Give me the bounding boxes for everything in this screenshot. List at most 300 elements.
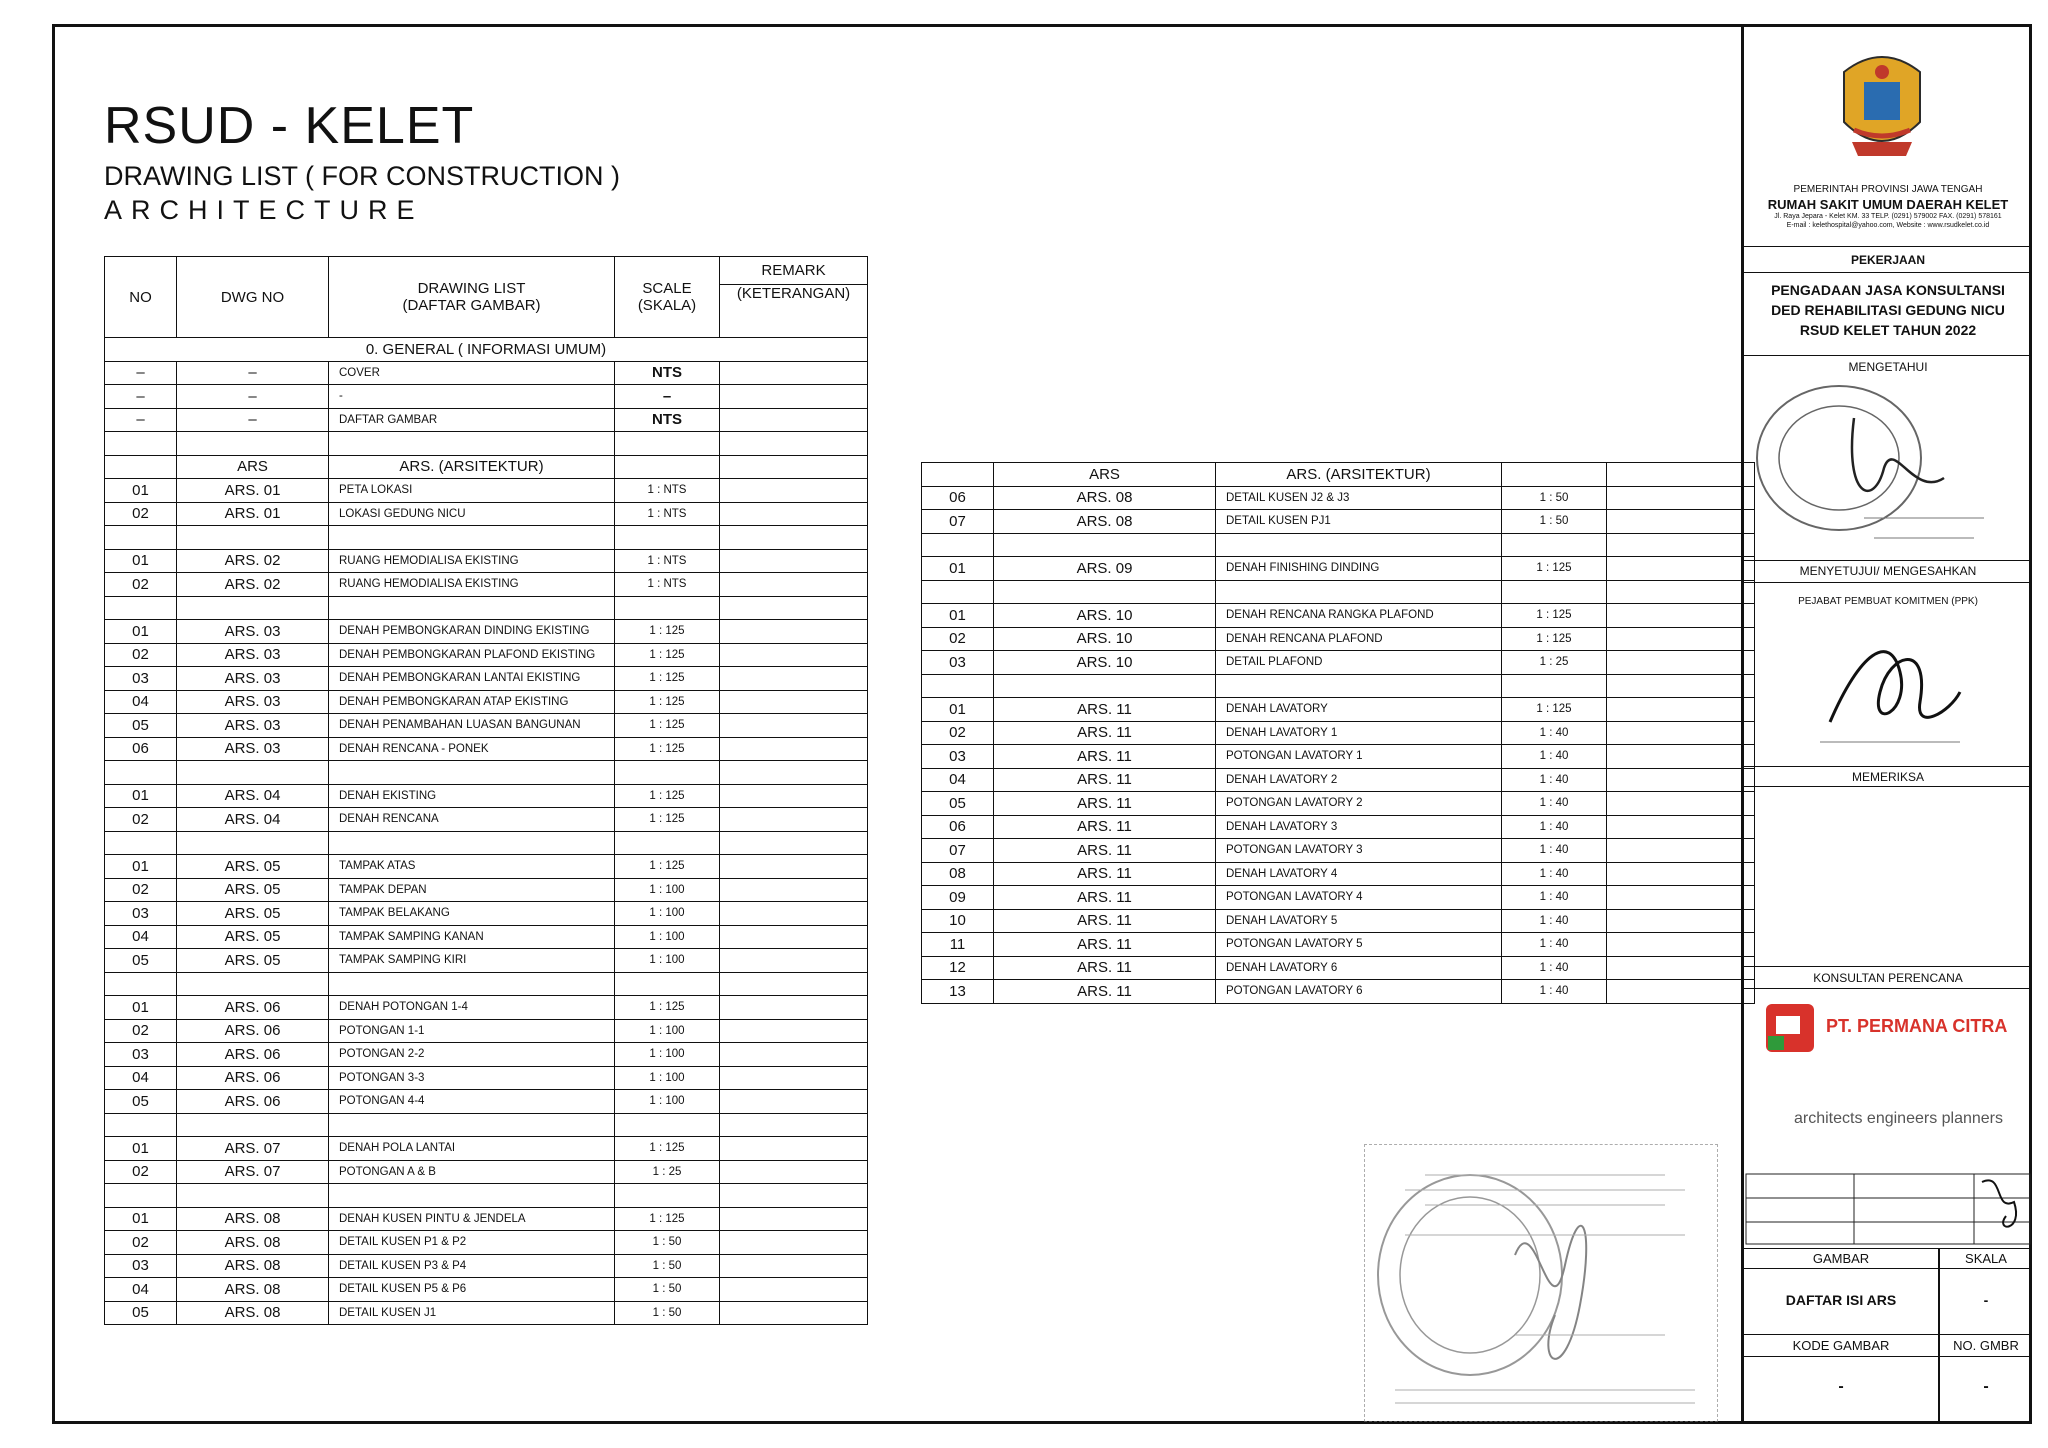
cell-no: 05: [105, 1301, 177, 1325]
table-row: [922, 768, 1755, 792]
empty-cell: [720, 831, 868, 855]
cell-drawing-name: TAMPAK SAMPING KIRI: [329, 949, 615, 973]
cell-no: 02: [922, 627, 994, 651]
table-row: [922, 557, 1755, 581]
cell-scale: 1 : 125: [615, 1207, 720, 1231]
empty-cell: [329, 831, 615, 855]
cell-no: 06: [922, 486, 994, 510]
blank-row: [922, 580, 1755, 604]
cell-dwg-no: ARS: [994, 463, 1216, 487]
drawing-list-subtitle: DRAWING LIST ( FOR CONSTRUCTION ): [104, 161, 620, 191]
empty-cell: [329, 1113, 615, 1137]
cell-no: 03: [922, 745, 994, 769]
blank-row: [105, 1113, 868, 1137]
cell-drawing-name: DETAIL PLAFOND: [1216, 651, 1502, 675]
cell-dwg-no: ARS. 11: [994, 886, 1216, 910]
table-row: [922, 745, 1755, 769]
empty-cell: [1216, 533, 1502, 557]
discipline-header-row: [922, 463, 1755, 487]
cell-remark: [720, 479, 868, 503]
cell-no: 03: [105, 667, 177, 691]
cell-no: 01: [105, 784, 177, 808]
table-row: [922, 627, 1755, 651]
divider: [1744, 1356, 2032, 1357]
cell-dwg-no: –: [177, 385, 329, 409]
cell-dwg-no: –: [177, 361, 329, 385]
cell-scale: 1 : 125: [615, 996, 720, 1020]
empty-cell: [177, 596, 329, 620]
empty-cell: [1216, 674, 1502, 698]
table-row: [105, 784, 868, 808]
cell-scale: 1 : 125: [1502, 698, 1607, 722]
cell-dwg-no: ARS. 06: [177, 1043, 329, 1067]
cell-scale: 1 : 125: [615, 620, 720, 644]
gambar-label: GAMBAR: [1812, 1251, 1870, 1266]
cell-dwg-no: ARS. 08: [177, 1278, 329, 1302]
empty-cell: [105, 1113, 177, 1137]
pejabat-label: PEJABAT PEMBUAT KOMITMEN (PPK): [1798, 596, 1978, 607]
cell-drawing-name: DETAIL KUSEN PJ1: [1216, 510, 1502, 534]
table-row: [105, 1043, 868, 1067]
project-line-2: DED REHABILITASI GEDUNG NICU: [1771, 302, 2005, 318]
cell-scale: 1 : 100: [615, 902, 720, 926]
cell-scale: 1 : 125: [615, 1137, 720, 1161]
empty-cell: [720, 761, 868, 785]
table-row: [922, 510, 1755, 534]
cell-no: 02: [105, 1231, 177, 1255]
cell-drawing-name: POTONGAN LAVATORY 5: [1216, 933, 1502, 957]
cell-no: 01: [922, 698, 994, 722]
empty-cell: [177, 432, 329, 456]
table-row: [105, 1019, 868, 1043]
cell-remark: [1607, 745, 1755, 769]
table-row: [105, 855, 868, 879]
cell-remark: [720, 1137, 868, 1161]
cell-dwg-no: ARS. 08: [994, 486, 1216, 510]
empty-cell: [105, 1184, 177, 1208]
drawing-list-table-right: [921, 462, 1755, 1004]
cell-scale: 1 : 50: [615, 1254, 720, 1278]
cell-dwg-no: ARS. 03: [177, 667, 329, 691]
table-row: [922, 933, 1755, 957]
cell-scale: 1 : 125: [615, 737, 720, 761]
cell-drawing-name: DENAH PENAMBAHAN LUASAN BANGUNAN: [329, 714, 615, 738]
cell-no: 02: [105, 1019, 177, 1043]
cell-drawing-name: POTONGAN LAVATORY 4: [1216, 886, 1502, 910]
empty-cell: [105, 831, 177, 855]
empty-cell: [720, 526, 868, 550]
project-line-1: PENGADAAN JASA KONSULTANSI: [1771, 282, 2005, 298]
section-title: 0. GENERAL ( INFORMASI UMUM): [105, 338, 868, 362]
cell-remark: [1607, 604, 1755, 628]
cell-dwg-no: ARS. 11: [994, 792, 1216, 816]
cell-remark: [1607, 510, 1755, 534]
divider: [1744, 988, 2032, 989]
cell-dwg-no: ARS. 03: [177, 643, 329, 667]
empty-cell: [177, 831, 329, 855]
cell-drawing-name: DENAH LAVATORY 5: [1216, 909, 1502, 933]
mengetahui-signature-stamp: [1744, 378, 2032, 558]
cell-dwg-no: ARS. 11: [994, 909, 1216, 933]
skala-label: SKALA: [1965, 1251, 2007, 1266]
empty-cell: [1502, 580, 1607, 604]
header-drawing-list: DRAWING LIST (DAFTAR GAMBAR): [329, 257, 615, 338]
table-row: [922, 721, 1755, 745]
cell-drawing-name: DENAH RENCANA RANGKA PLAFOND: [1216, 604, 1502, 628]
table-row: [922, 815, 1755, 839]
cell-dwg-no: ARS. 06: [177, 996, 329, 1020]
cell-scale: 1 : NTS: [615, 549, 720, 573]
kode-gambar-label: KODE GAMBAR: [1792, 1338, 1890, 1353]
drawing-title: DAFTAR ISI ARS: [1785, 1292, 1897, 1308]
cell-no: 02: [105, 1160, 177, 1184]
vertical-divider: [1938, 1248, 1940, 1424]
table-row: [105, 949, 868, 973]
divider: [1744, 766, 2032, 767]
cell-remark: [1607, 933, 1755, 957]
table-row: [105, 479, 868, 503]
cell-no: 03: [922, 651, 994, 675]
cell-no: 02: [105, 808, 177, 832]
cell-no: 05: [105, 714, 177, 738]
cell-no: [105, 455, 177, 479]
empty-cell: [1216, 580, 1502, 604]
no-gmbr-label: NO. GMBR: [1953, 1338, 2019, 1353]
cell-dwg-no: ARS. 06: [177, 1066, 329, 1090]
cell-dwg-no: ARS. 08: [177, 1207, 329, 1231]
cell-dwg-no: ARS. 05: [177, 855, 329, 879]
empty-cell: [177, 761, 329, 785]
cell-drawing-name: DENAH PEMBONGKARAN DINDING EKISTING: [329, 620, 615, 644]
table-header-row: [105, 257, 868, 338]
cell-no: 05: [105, 1090, 177, 1114]
cell-remark: [720, 1278, 868, 1302]
cell-no: 01: [105, 549, 177, 573]
cell-remark: [720, 1207, 868, 1231]
cell-dwg-no: ARS. 11: [994, 745, 1216, 769]
cell-remark: [720, 1043, 868, 1067]
cell-remark: [720, 949, 868, 973]
header-dwg-no: DWG NO: [177, 257, 329, 338]
cell-no: 01: [922, 604, 994, 628]
empty-cell: [177, 526, 329, 550]
cell-dwg-no: ARS. 02: [177, 573, 329, 597]
cell-remark: [720, 808, 868, 832]
consultant-logo: [1762, 1000, 1818, 1056]
empty-cell: [329, 526, 615, 550]
cell-drawing-name: DETAIL KUSEN P1 & P2: [329, 1231, 615, 1255]
cell-dwg-no: ARS. 11: [994, 721, 1216, 745]
cell-no: 01: [105, 620, 177, 644]
cell-drawing-name: DENAH EKISTING: [329, 784, 615, 808]
table-row: [105, 361, 868, 385]
cell-drawing-name: TAMPAK BELAKANG: [329, 902, 615, 926]
cell-drawing-name: DENAH FINISHING DINDING: [1216, 557, 1502, 581]
cell-dwg-no: ARS. 11: [994, 698, 1216, 722]
cell-remark: [720, 855, 868, 879]
cell-no: 01: [105, 855, 177, 879]
cell-scale: 1 : 100: [615, 1066, 720, 1090]
divider: [1744, 272, 2032, 273]
table-row: [105, 1278, 868, 1302]
cell-dwg-no: ARS. 11: [994, 768, 1216, 792]
table-row: [105, 925, 868, 949]
cell-drawing-name: DENAH LAVATORY 4: [1216, 862, 1502, 886]
cell-remark: [720, 1231, 868, 1255]
empty-cell: [615, 526, 720, 550]
cell-drawing-name: POTONGAN A & B: [329, 1160, 615, 1184]
cell-drawing-name: DENAH POLA LANTAI: [329, 1137, 615, 1161]
cell-no: 06: [105, 737, 177, 761]
cell-drawing-name: DAFTAR GAMBAR: [329, 408, 615, 432]
cell-drawing-name: DENAH PEMBONGKARAN PLAFOND EKISTING: [329, 643, 615, 667]
cell-scale: 1 : 125: [1502, 557, 1607, 581]
kode-gambar-value: -: [1838, 1378, 1844, 1395]
blank-row: [105, 432, 868, 456]
empty-cell: [615, 831, 720, 855]
cell-dwg-no: ARS. 10: [994, 604, 1216, 628]
cell-scale: 1 : 50: [615, 1278, 720, 1302]
cell-drawing-name: PETA LOKASI: [329, 479, 615, 503]
cell-drawing-name: DENAH POTONGAN 1-4: [329, 996, 615, 1020]
divider: [1744, 355, 2032, 356]
table-row: [922, 886, 1755, 910]
cell-remark: [720, 714, 868, 738]
memeriksa-label: MEMERIKSA: [1851, 770, 1924, 784]
cell-scale: 1 : 50: [1502, 510, 1607, 534]
cell-drawing-name: DENAH LAVATORY 6: [1216, 956, 1502, 980]
cell-dwg-no: ARS. 08: [177, 1301, 329, 1325]
cell-remark: [720, 643, 868, 667]
blank-row: [105, 526, 868, 550]
cell-remark: [1607, 839, 1755, 863]
cell-dwg-no: ARS. 03: [177, 620, 329, 644]
cell-drawing-name: DETAIL KUSEN J2 & J3: [1216, 486, 1502, 510]
cell-remark: [1607, 862, 1755, 886]
cell-remark: [1607, 557, 1755, 581]
cell-remark: [1607, 463, 1755, 487]
table-row: [922, 862, 1755, 886]
cell-no: 02: [105, 573, 177, 597]
cell-drawing-name: TAMPAK DEPAN: [329, 878, 615, 902]
cell-dwg-no: ARS. 06: [177, 1090, 329, 1114]
cell-dwg-no: ARS. 02: [177, 549, 329, 573]
cell-dwg-no: ARS. 03: [177, 737, 329, 761]
cell-remark: [720, 902, 868, 926]
cell-remark: [1607, 956, 1755, 980]
cell-scale: 1 : NTS: [615, 573, 720, 597]
cell-remark: [720, 1160, 868, 1184]
cell-scale: –: [615, 385, 720, 409]
org-line-1: PEMERINTAH PROVINSI JAWA TENGAH: [1793, 184, 1983, 195]
cell-remark: [1607, 792, 1755, 816]
empty-cell: [1607, 580, 1755, 604]
cell-remark: [1607, 627, 1755, 651]
cell-drawing-name: RUANG HEMODIALISA EKISTING: [329, 549, 615, 573]
mengetahui-label: MENGETAHUI: [1848, 360, 1928, 374]
empty-cell: [105, 432, 177, 456]
empty-cell: [720, 1113, 868, 1137]
cell-drawing-name: POTONGAN 3-3: [329, 1066, 615, 1090]
ppk-signature: [1800, 612, 1976, 762]
cell-drawing-name: DENAH KUSEN PINTU & JENDELA: [329, 1207, 615, 1231]
empty-cell: [177, 972, 329, 996]
cell-no: 01: [105, 996, 177, 1020]
empty-cell: [1607, 674, 1755, 698]
cell-drawing-name: -: [329, 385, 615, 409]
table-row: [105, 1160, 868, 1184]
cell-remark: [720, 549, 868, 573]
cell-scale: 1 : 50: [615, 1231, 720, 1255]
empty-cell: [720, 596, 868, 620]
cell-no: 09: [922, 886, 994, 910]
consultant-tagline: architects engineers planners: [1794, 1110, 2004, 1127]
cell-dwg-no: ARS. 11: [994, 862, 1216, 886]
cell-remark: [720, 667, 868, 691]
cell-scale: 1 : 40: [1502, 933, 1607, 957]
cell-dwg-no: ARS. 11: [994, 839, 1216, 863]
empty-cell: [922, 533, 994, 557]
cell-dwg-no: ARS. 03: [177, 690, 329, 714]
table-row: [105, 878, 868, 902]
cell-drawing-name: DENAH LAVATORY 1: [1216, 721, 1502, 745]
cell-remark: [720, 408, 868, 432]
blank-row: [105, 761, 868, 785]
konsultan-label: KONSULTAN PERENCANA: [1813, 971, 1963, 985]
discipline-header-row: [105, 455, 868, 479]
table-row: [922, 651, 1755, 675]
cell-remark: [720, 385, 868, 409]
project-title: RSUD - KELET: [104, 97, 475, 155]
cell-no: 13: [922, 980, 994, 1004]
cell-dwg-no: ARS. 09: [994, 557, 1216, 581]
blank-row: [922, 533, 1755, 557]
divider: [1744, 1268, 2032, 1269]
cell-scale: 1 : 40: [1502, 745, 1607, 769]
table-row: [922, 980, 1755, 1004]
drawing-scale: -: [1983, 1292, 1989, 1308]
cell-scale: 1 : 40: [1502, 886, 1607, 910]
empty-cell: [994, 674, 1216, 698]
empty-cell: [994, 533, 1216, 557]
table-row: [105, 385, 868, 409]
cell-scale: 1 : 40: [1502, 862, 1607, 886]
header-no: NO: [105, 257, 177, 338]
cell-scale: NTS: [615, 361, 720, 385]
empty-cell: [720, 972, 868, 996]
cell-dwg-no: ARS. 07: [177, 1160, 329, 1184]
cell-drawing-name: ARS. (ARSITEKTUR): [1216, 463, 1502, 487]
empty-cell: [720, 432, 868, 456]
cell-dwg-no: ARS. 05: [177, 902, 329, 926]
table-row: [105, 996, 868, 1020]
divider: [1744, 786, 2032, 787]
cell-drawing-name: POTONGAN 2-2: [329, 1043, 615, 1067]
cell-no: 11: [922, 933, 994, 957]
cell-remark: [720, 1254, 868, 1278]
blank-row: [105, 972, 868, 996]
cell-no: 08: [922, 862, 994, 886]
table-row: [105, 1231, 868, 1255]
cell-remark: [720, 620, 868, 644]
cell-scale: 1 : 40: [1502, 768, 1607, 792]
cell-dwg-no: ARS. 08: [177, 1254, 329, 1278]
table-row: [922, 839, 1755, 863]
cell-no: 12: [922, 956, 994, 980]
cell-scale: 1 : 40: [1502, 909, 1607, 933]
cell-scale: 1 : 50: [615, 1301, 720, 1325]
cell-no: 03: [105, 1254, 177, 1278]
empty-cell: [105, 596, 177, 620]
drawing-list-table-left: [104, 256, 868, 1325]
table-row: [105, 502, 868, 526]
cell-remark: [720, 996, 868, 1020]
jateng-emblem: [1824, 42, 1940, 168]
table-row: [105, 902, 868, 926]
blank-row: [105, 1184, 868, 1208]
cell-scale: 1 : 125: [615, 784, 720, 808]
org-address: Jl. Raya Jepara - Kelet KM. 33 TELP. (0291) 579002 FAX. (0291) 578161: [1774, 213, 2002, 220]
discipline-label: ARCHITECTURE: [104, 195, 424, 225]
blank-row: [105, 596, 868, 620]
cell-dwg-no: ARS. 11: [994, 980, 1216, 1004]
table-row: [922, 486, 1755, 510]
cell-remark: [720, 1301, 868, 1325]
cell-remark: [1607, 886, 1755, 910]
header-scale: SCALE (SKALA): [615, 257, 720, 338]
cell-remark: [1607, 815, 1755, 839]
table-row: [922, 698, 1755, 722]
cell-scale: 1 : 125: [1502, 627, 1607, 651]
cell-drawing-name: DETAIL KUSEN P3 & P4: [329, 1254, 615, 1278]
cell-remark: [720, 502, 868, 526]
table-row: [105, 667, 868, 691]
empty-cell: [1607, 533, 1755, 557]
cell-remark: [1607, 698, 1755, 722]
org-contact: E-mail : kelethospital@yahoo.com, Website : www.rsudkelet.co.id: [1786, 222, 1990, 229]
blank-row: [922, 674, 1755, 698]
cell-scale: 1 : 40: [1502, 721, 1607, 745]
cell-remark: [1607, 909, 1755, 933]
cell-no: –: [105, 385, 177, 409]
cell-scale: 1 : 40: [1502, 980, 1607, 1004]
cell-remark: [720, 573, 868, 597]
cell-drawing-name: DENAH LAVATORY 2: [1216, 768, 1502, 792]
cell-drawing-name: TAMPAK SAMPING KANAN: [329, 925, 615, 949]
table-row: [105, 1137, 868, 1161]
table-row: [105, 1254, 868, 1278]
cell-no: 04: [105, 1278, 177, 1302]
cell-dwg-no: ARS. 01: [177, 479, 329, 503]
cell-drawing-name: RUANG HEMODIALISA EKISTING: [329, 573, 615, 597]
cell-no: 01: [922, 557, 994, 581]
cell-no: 07: [922, 510, 994, 534]
cell-no: 04: [105, 1066, 177, 1090]
divider: [1744, 1248, 2032, 1249]
cell-dwg-no: ARS. 05: [177, 878, 329, 902]
cell-dwg-no: ARS. 08: [177, 1231, 329, 1255]
cell-scale: 1 : 125: [615, 714, 720, 738]
table-row: [105, 714, 868, 738]
cell-no: –: [105, 408, 177, 432]
cell-drawing-name: DETAIL KUSEN P5 & P6: [329, 1278, 615, 1302]
cell-drawing-name: DENAH LAVATORY: [1216, 698, 1502, 722]
cell-no: 06: [922, 815, 994, 839]
divider: [1744, 246, 2032, 247]
cell-no: 05: [105, 949, 177, 973]
cell-drawing-name: POTONGAN LAVATORY 3: [1216, 839, 1502, 863]
cell-scale: 1 : 125: [1502, 604, 1607, 628]
